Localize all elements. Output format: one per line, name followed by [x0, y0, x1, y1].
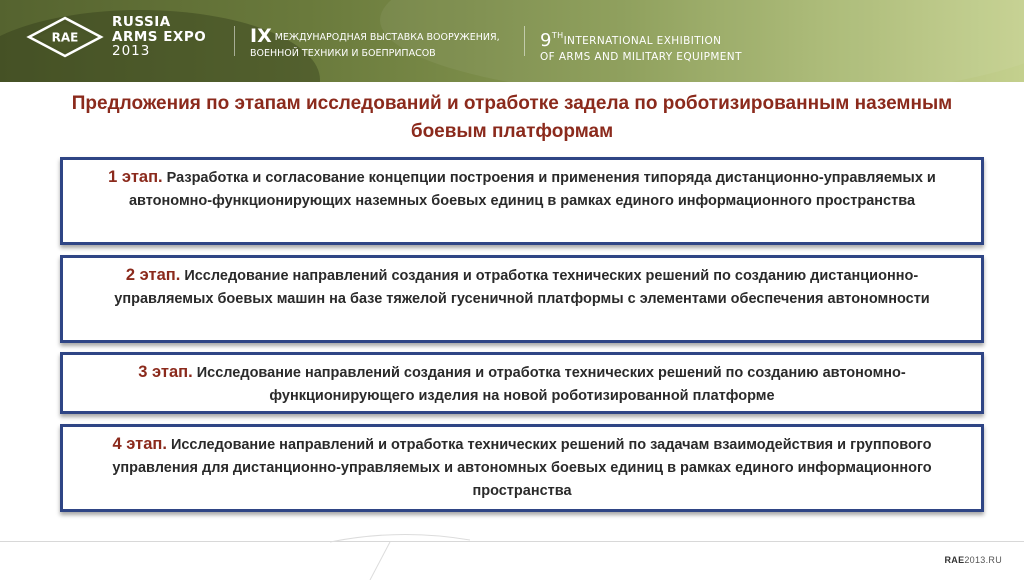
en-number: 9 — [540, 30, 552, 51]
ru-roman-numeral: IX — [250, 25, 272, 47]
stage-text: Разработка и согласование концепции построения и применения типоряда дистанционно-управляемых и автономно-функционирующих наземных боевых единиц в рамках единого информационного пространства — [128, 170, 936, 209]
header-divider — [234, 26, 235, 56]
stage-3-box — [60, 352, 984, 414]
svg-text:RAE: RAE — [51, 30, 79, 45]
stage-text: Исследование направлений создания и отработка технических решений по созданию дистанционно-управляемых боевых машин на базе тяжелой гусеничной платформы с элементами обеспечения автономности — [114, 268, 930, 307]
brand-year: 2013 — [112, 43, 151, 59]
en-line-1: INTERNATIONAL EXHIBITION — [563, 35, 722, 47]
ru-line-1: МЕЖДУНАРОДНАЯ ВЫСТАВКА ВООРУЖЕНИЯ, — [274, 32, 500, 43]
stage-2-box — [60, 255, 984, 343]
brand-line-1: RUSSIA — [112, 14, 171, 30]
stage-text: Исследование направлений создания и отработка технических решений по созданию автономно-функционирующего изделия на новой роботизированной платформе — [196, 365, 906, 404]
stage-text: Исследование направлений и отработка технических решений по задачам взаимодействия и группового управления для дистанционно-управляемых и автономных боевых единиц в рамках единого информационного пространства — [112, 437, 932, 499]
site-bold: RAE — [944, 555, 965, 565]
header-banner — [0, 0, 1024, 82]
brand-line-2: ARMS EXPO — [112, 28, 207, 45]
rae-logo — [26, 16, 104, 58]
footer-website — [944, 555, 1002, 565]
ru-line-2: ВОЕННОЙ ТЕХНИКИ И БОЕПРИПАСОВ — [250, 48, 436, 59]
en-line-2: OF ARMS AND MILITARY EQUIPMENT — [540, 51, 742, 63]
footer-decoration — [330, 520, 470, 580]
en-suffix: TH — [551, 31, 564, 40]
slide-title: Предложения по этапам исследований и отработке задела по роботизированным наземным боевым платформам — [71, 93, 953, 142]
brand-name — [112, 15, 206, 59]
site-rest: 2013.RU — [964, 555, 1002, 565]
stage-1-box — [60, 157, 984, 245]
stage-label: 2 этап. — [125, 266, 181, 284]
stage-label: 1 этап. — [108, 168, 163, 186]
stage-label: 4 этап. — [112, 435, 167, 453]
ru-exhibition-title — [250, 25, 500, 62]
stage-label: 3 этап. — [138, 363, 193, 381]
stage-4-box — [60, 424, 984, 512]
en-exhibition-title — [540, 28, 742, 65]
footer-divider — [0, 541, 1024, 542]
header-divider — [524, 26, 525, 56]
